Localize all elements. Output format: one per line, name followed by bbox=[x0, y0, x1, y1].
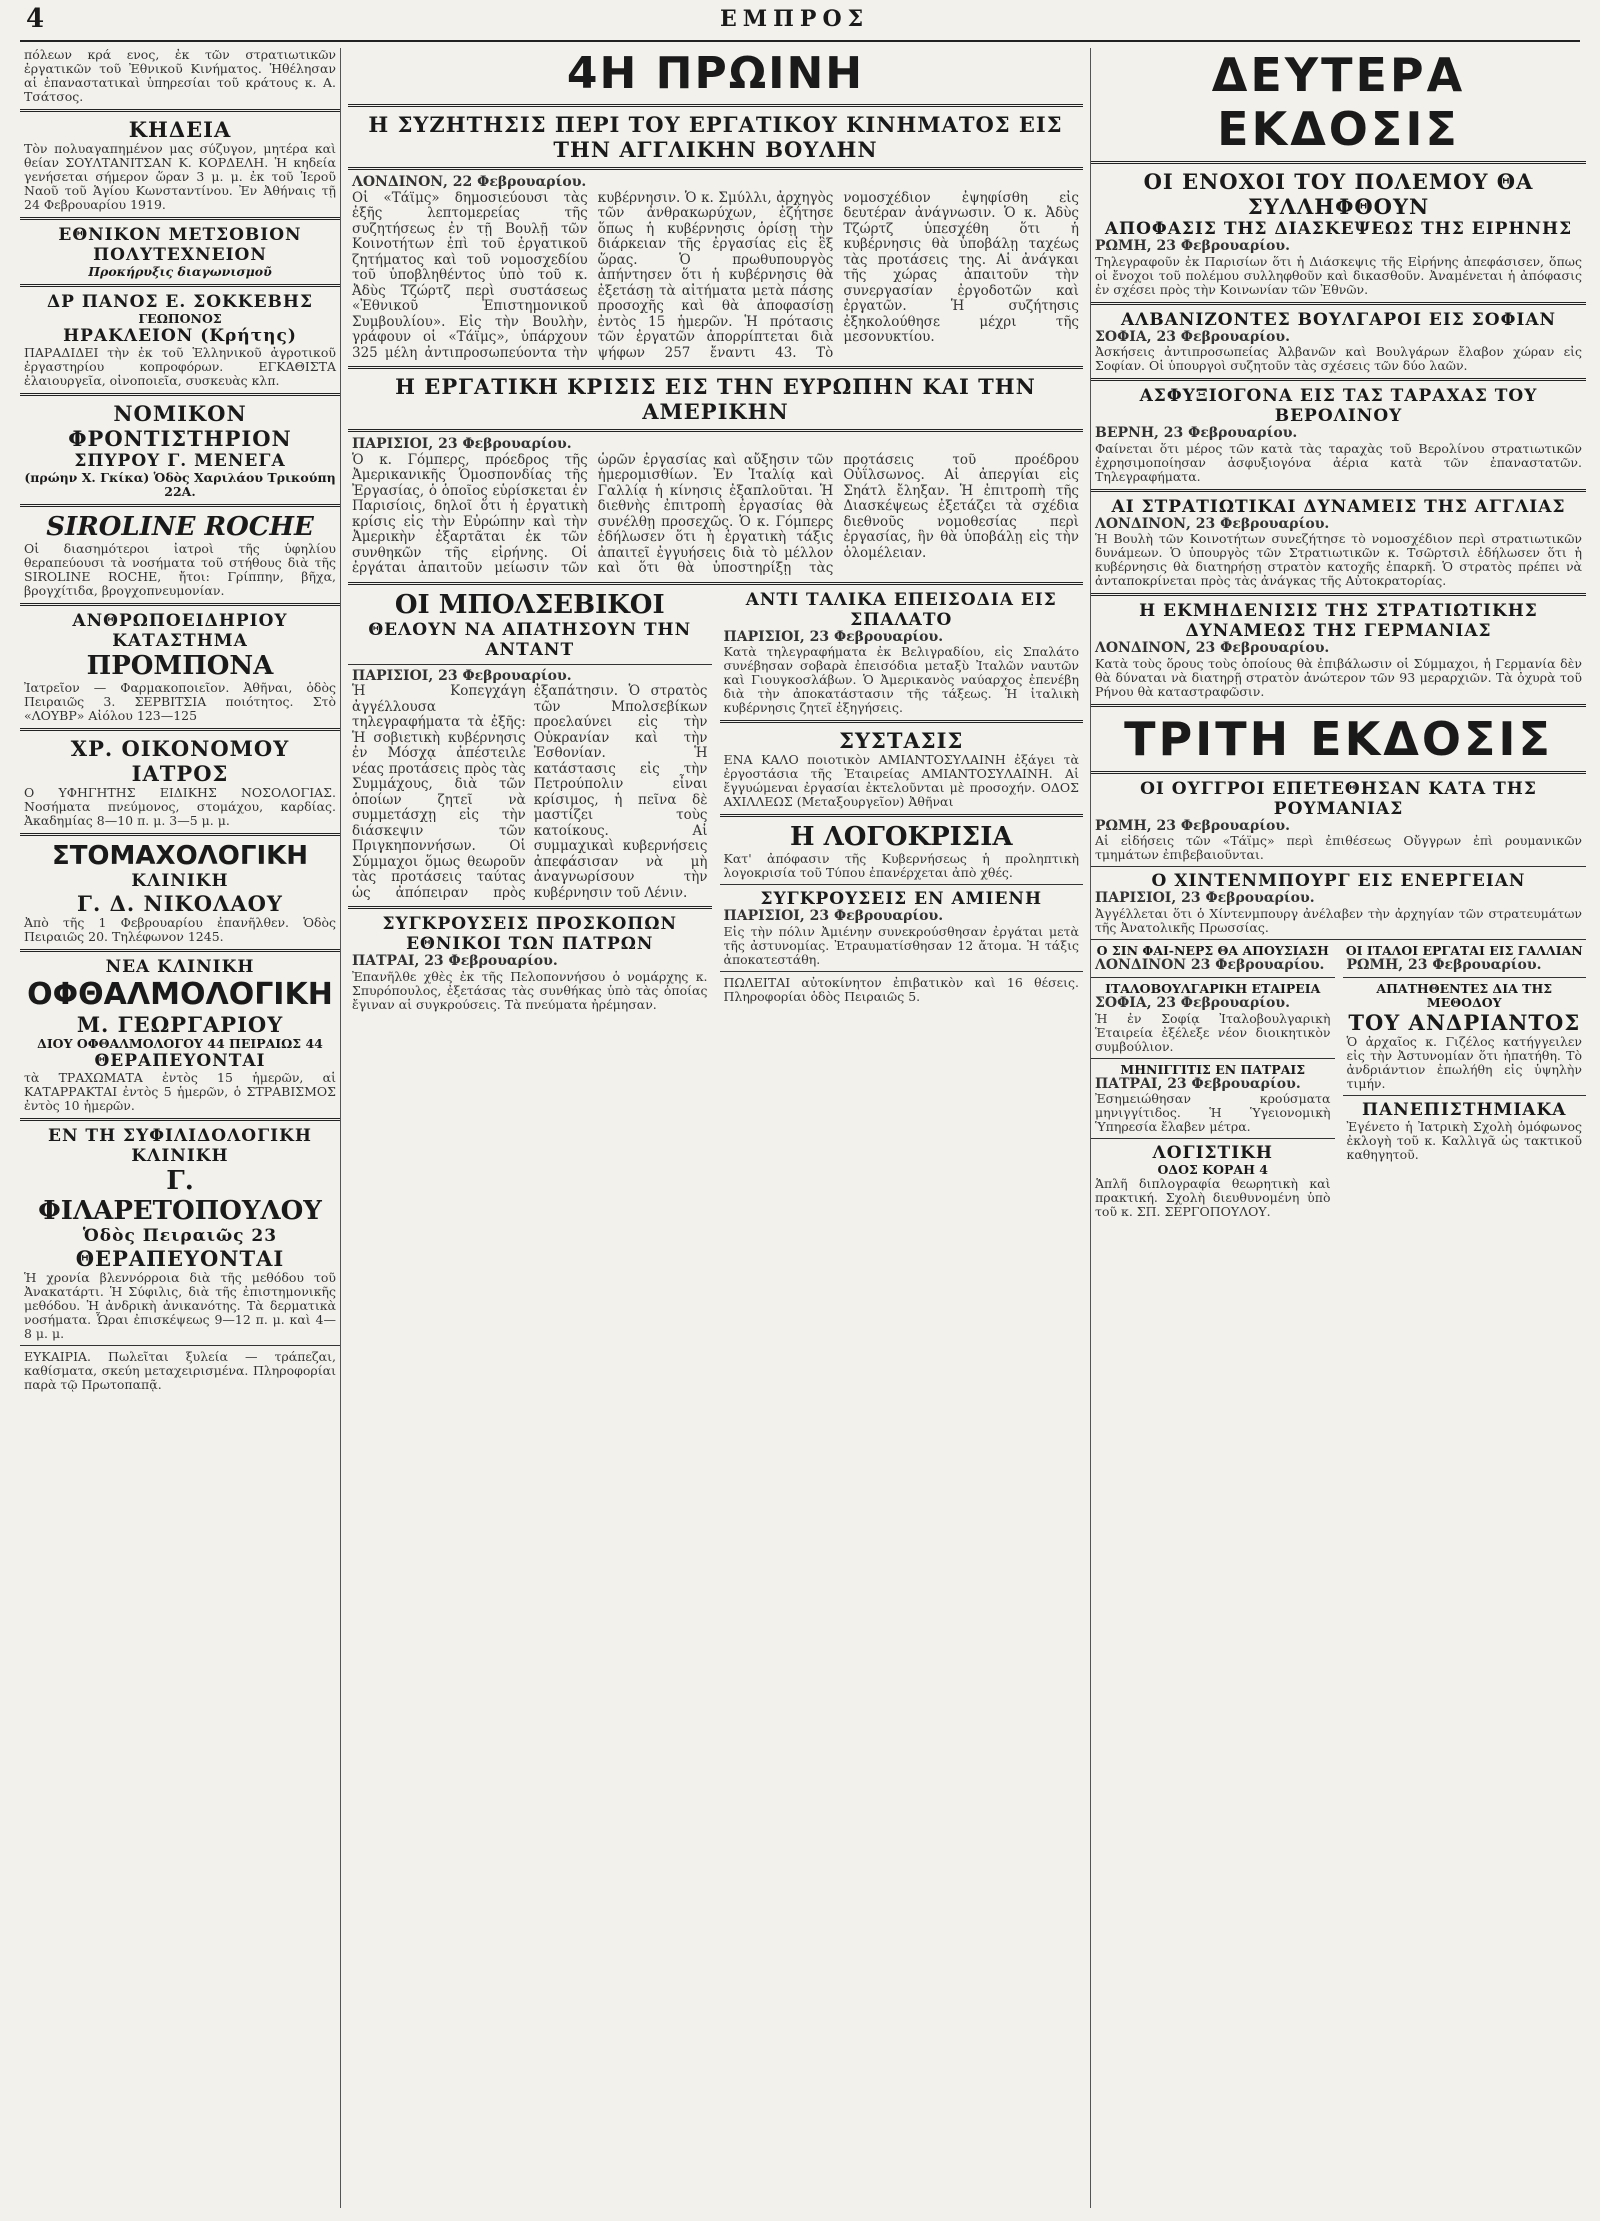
b7-dateline: ΠΑΤΡΑΙ, 23 Φεβρουαρίου. bbox=[1095, 1075, 1301, 1092]
a4-dateline: ΛΟΝΔΙΝΟΝ, 23 Φεβρουαρίου. bbox=[1095, 515, 1330, 532]
doctor-city: ΗΡΑΚΛΕΙΟΝ (Κρήτης) bbox=[63, 326, 297, 346]
a1-title: ΟΙ ΕΝΟΧΟΙ ΤΟΥ ΠΟΛΕΜΟΥ ΘΑ ΣΥΛΛΗΦΘΟΥΝ bbox=[1143, 169, 1534, 219]
b2-dateline: ΠΑΡΙΣΙΟΙ, 23 Φεβρουαρίου. bbox=[1095, 890, 1315, 906]
stomach-name: Γ. Δ. ΝΙΚΟΛΑΟΥ bbox=[77, 891, 283, 916]
b4-dateline: ΡΩΜΗ, 23 Φεβρουαρίου. bbox=[1346, 956, 1542, 973]
article4-title: ΣΥΓΚΡΟΥΣΕΙΣ ΠΡΟΣΚΟΠΩΝ ΕΘΝΙΚΟΙ ΤΩΝ ΠΑΤΡΩΝ bbox=[382, 914, 678, 954]
b3-title: Ο ΣΙΝ ΦΑΙ-ΝΕΡΣ ΘΑ ΑΠΟΥΣΙΑΣΗ bbox=[1096, 942, 1329, 958]
b2-text: Ἀγγέλλεται ὅτι ὁ Χίντενμπουργ ἀνέλαβεν τὴν ἀρχηγίαν τῶν στρατευμάτων τῆς Ἀνατολικῆς Πρωσσίας. bbox=[1095, 905, 1582, 935]
b5-title: ΙΤΑΛΟΒΟΥΛΓΑΡΙΚΗ ΕΤΑΙΡΕΙΑ bbox=[1105, 981, 1321, 996]
legal-addr: (πρώην Χ. Γκίκα) Ὁδὸς Χαριλάου Τρικούπη 22Α. bbox=[24, 470, 336, 499]
col5-lower bbox=[1091, 944, 1586, 1220]
b6-name: ΤΟΥ ΑΝΔΡΙΑΝΤΟΣ bbox=[1348, 1010, 1581, 1035]
b7-title: ΜΗΝΙΓΓΙΤΙΣ ΕΝ ΠΑΤΡΑΙΣ bbox=[1120, 1061, 1306, 1077]
lower-articles bbox=[348, 590, 1083, 1012]
b6-title: ΑΠΑΤΗΘΕΝΤΕΣ ΔΙΑ ΤΗΣ ΜΕΘΟΔΟΥ bbox=[1376, 981, 1553, 1010]
a5-dateline: ΛΟΝΔΙΝΟΝ, 23 Φεβρουαρίου. bbox=[1095, 640, 1330, 656]
b9-addr: ΟΔΟΣ ΚΟΡΑΗ 4 bbox=[1157, 1162, 1268, 1177]
a4-text: Ἡ Βουλὴ τῶν Κοινοτήτων συνεζήτησε τὸ νομοσχέδιον περὶ στρατιωτικῶν δυνάμεων. Ὁ ὑπουργὸς τῶν Στρατιωτικῶν κ. Τσῶρτσιλ ἐδήλωσεν ὅτι ἡ κυβέρνησις θὰ διατηρήσῃ στρατὸν κατοχῆς ἐπαρκῆ. Ὁ στρατὸς πρέπει νὰ ἀνταποκρίνεται πρὸς τὰς ἀνάγκας τῆς Αὐτοκρατορίας. bbox=[1095, 531, 1582, 588]
syph-title: ΕΝ ΤΗ ΣΥΦΙΛΙΔΟΛΟΓΙΚΗ ΚΛΙΝΙΚΗ bbox=[48, 1126, 312, 1166]
legal-sub: ΣΠΥΡΟΥ Γ. ΜΕΝΕΓΑ bbox=[74, 451, 286, 471]
stomach-sub: ΚΛΙΝΙΚΗ bbox=[131, 871, 229, 891]
syph-text: Ἡ χρονία βλεννόρροια διὰ τῆς μεθόδου τοῦ Ἀνακατάρτι. Ἡ Σύφιλις, διὰ τῆς ἐπιστημονικῆς μεθόδου. Ἡ ἀνδρικὴ ἀνικανότης. Τὰ δερματικὰ νοσήματα. Ὧραι ἐπισκέψεως 9—12 π. μ. καὶ 4—8 μ. μ. bbox=[24, 1270, 336, 1341]
syph-sub: ΘΕΡΑΠΕΥΟΝΤΑΙ bbox=[75, 1246, 285, 1271]
stomach-title: ΣΤΟΜΑΧΟΛΟΓΙΚΗ bbox=[51, 841, 309, 871]
b1-title: ΟΙ ΟΥΓΓΡΟΙ ΕΠΕΤΕΘΗΣΑΝ ΚΑΤΑ ΤΗΣ ΡΟΥΜΑΝΙΑΣ bbox=[1140, 778, 1537, 819]
b2-title: Ο ΧΙΝΤΕΝΜΠΟΥΡΓ ΕΙΣ ΕΝΕΡΓΕΙΑΝ bbox=[1151, 871, 1526, 891]
b4-title: ΟΙ ΙΤΑΛΟΙ ΕΡΓΑΤΑΙ ΕΙΣ ΓΑΛΛΙΑΝ bbox=[1345, 942, 1583, 958]
b8-title: ΠΑΝΕΠΙΣΤΗΜΙΑΚΑ bbox=[1362, 1100, 1567, 1120]
school-title: ΕΘΝΙΚΟΝ ΜΕΤΣΟΒΙΟΝ ΠΟΛΥΤΕΧΝΕΙΟΝ bbox=[58, 225, 302, 265]
article5-title: ΑΝΤΙ ΤΑΛΙΚΑ ΕΠΕΙΣΟΔΙΑ ΕΙΣ ΣΠΑΛΑΤΟ bbox=[745, 589, 1057, 630]
a2-title: ΑΛΒΑΝΙΖΟΝΤΕΣ ΒΟΥΛΓΑΡΟΙ ΕΙΣ ΣΟΦΙΑΝ bbox=[1120, 309, 1557, 330]
article3-dateline: ΠΑΡΙΣΙΟΙ, 23 Φεβρουαρίου. bbox=[352, 667, 572, 684]
article8-dateline: ΠΑΡΙΣΙΟΙ, 23 Φεβρουαρίου. bbox=[723, 908, 944, 924]
oikonomou-text: Ο ΥΦΗΓΗΤΗΣ ΕΙΔΙΚΗΣ ΝΟΣΟΛΟΓΙΑΣ. Νοσήματα πνεύμονος, στομάχου, καρδίας. Ἀκαδημίας 8—10 π. μ. 3—5 μ. μ. bbox=[24, 785, 336, 828]
edition-title: 4Η ΠΡΩΙΝΗ bbox=[566, 48, 865, 99]
b1-text: Αἱ εἰδήσεις τῶν «Τάϊμς» περὶ ἐπιθέσεως Οὔγγρων ἐπὶ ρουμανικῶν τμημάτων ἐπιβεβαιοῦνται. bbox=[1095, 833, 1582, 862]
eye-addr: ΔΙΟΥ ΟΦΘΑΛΜΟΛΟΓΟΥ 44 ΠΕΙΡΑΙΩΣ 44 bbox=[37, 1036, 323, 1051]
siroline-text: Οἱ διασημότεροι ἰατροὶ τῆς ὑφηλίου θεραπεύουσι τὰ νοσήματα τοῦ στήθους διὰ τῆς SIROLINE ROCHE, ἤτοι: Γρίππην, βῆχα, βρογχίτιδα, βρογχοπνευμονίαν. bbox=[24, 541, 336, 598]
eye-name: Μ. ΓΕΩΡΓΑΡΙΟΥ bbox=[76, 1012, 284, 1037]
eye-title: ΟΦΘΑΛΜΟΛΟΓΙΚΗ bbox=[27, 977, 333, 1012]
a3-text: Φαίνεται ὅτι μέρος τῶν κατὰ τὰς ταραχὰς τοῦ Βερολίνου στρατιωτικῶν ἐχρησιμοποίησαν ἀσφυξιογόνα ἀέρια κατὰ τῶν ἐπαναστατῶν. Τηλεγραφήματα. bbox=[1095, 440, 1582, 484]
doctor-sub: ΓΕΩΠΟΝΟΣ bbox=[138, 311, 222, 326]
article6-text: ΕΝΑ ΚΑΛΟ ποιοτικὸν ΑΜΙΑΝΤΟΣΥΛΑΙΝΗ ἐξάγει τὰ ἐργοστάσια τῆς Ἑταιρείας ΑΜΙΑΝΤΟΣΥΛΑΙΝΗ. Αἱ ἔγγυώμεναι ἐργασίαι ἐκτελοῦνται μὲ προσοχήν. ΟΔΟΣ ΑΧΙΛΛΕΩΣ (Μεταξουργεῖον) Ἀθῆναι bbox=[723, 752, 1079, 809]
newspaper-name: ΕΜΠΡΟΣ bbox=[720, 6, 870, 32]
b9-text: Ἁπλῆ διπλογραφία θεωρητικὴ καὶ πρακτική. Σχολὴ διευθυνομένη ὑπὸ τοῦ κ. ΣΠ. ΣΕΡΓΟΠΟΥΛΟΥ. bbox=[1095, 1176, 1331, 1219]
article3-title: ΟΙ ΜΠΟΛΣΕΒΙΚΟΙ bbox=[394, 589, 665, 620]
syph-addr: Ὁδὸς Πειραιῶς 23 bbox=[82, 1226, 278, 1246]
b9-title: ΛΟΓΙΣΤΙΚΗ bbox=[1152, 1143, 1273, 1163]
syph-name: Γ. ΦΙΛΑΡΕΤΟΠΟΥΛΟΥ bbox=[38, 1166, 322, 1226]
article8-text: Εἰς τὴν πόλιν Ἀμιένην συνεκρούσθησαν ἐργάται μετὰ τῆς ἀστυνομίας. Ἐτραυματίσθησαν 12 ἄτομα. Ἡ τάξις ἀποκατεστάθη. bbox=[723, 923, 1079, 967]
article1-dateline: ΛΟΝΔΙΝΟΝ, 22 Φεβρουαρίου. bbox=[352, 174, 587, 190]
b3-dateline: ΛΟΝΔΙΝΟΝ 23 Φεβρουαρίου. bbox=[1095, 956, 1325, 973]
legal-title: ΝΟΜΙΚΟΝ ΦΡΟΝΤΙΣΤΗΡΙΟΝ bbox=[68, 401, 292, 451]
a1-text: Τηλεγραφοῦν ἐκ Παρισίων ὅτι ἡ Διάσκεψις τῆς Εἰρήνης ἀπεφάσισεν, ὅπως οἱ ἔνοχοι τοῦ πολέμου συλληφθοῦν καὶ δικασθοῦν. Ἀναμένεται ἡ ἀπόφασις ἐν σχέσει πρὸς τὴν Κοινωνίαν τῶν Ἐθνῶν. bbox=[1095, 253, 1582, 297]
kedeia-title: ΚΗΔΕΙΑ bbox=[128, 117, 232, 142]
stomach-text: Ἀπὸ τῆς 1 Φεβρουαρίου ἐπανῆλθεν. Ὁδὸς Πειραιῶς 20. Τηλέφωνον 1245. bbox=[24, 915, 336, 944]
article3-text: Ἡ Κοπεγχάγη ἀγγέλλουσα τηλεγραφήματα τὰ ἐξῆς: Ἡ σοβιετικὴ κυβέρνησις ἐν Μόσχᾳ ἀπέστειλε νέας προτάσεις πρὸς τὰς Συμμάχους, διὰ τῶν ὁποίων ζητεῖ νὰ συμμετάσχῃ εἰς τὴν διάσκεψιν τῶν Πριγκηποννήσων. Οἱ Σύμμαχοι ὅμως θεωροῦν τὰς προτάσεις ταύτας ὡς ἀπόπειραν πρὸς ἐξαπάτησιν. Ὁ στρατὸς τῶν Μπολσεβίκων προελαύνει εἰς τὴν Οὐκρανίαν καὶ τὴν Ἐσθονίαν. Ἡ κατάστασις εἰς τὴν Πετρούπολιν εἶναι κρίσιμος, ἡ πεῖνα δὲ μαστίζει τοὺς κατοίκους. Αἱ συμμαχικαὶ κυβερνήσεις ἀπεφάσισαν νὰ μὴ ἀναγνωρίσουν τὴν κυβέρνησιν τοῦ Λένιν. bbox=[352, 683, 708, 901]
a1-sub: ΑΠΟΦΑΣΙΣ ΤΗΣ ΔΙΑΣΚΕΨΕΩΣ ΤΗΣ ΕΙΡΗΝΗΣ bbox=[1104, 219, 1573, 239]
article1-title: Η ΣΥΖΗΤΗΣΙΣ ΠΕΡΙ ΤΟΥ ΕΡΓΑΤΙΚΟΥ ΚΙΝΗΜΑΤΟΣ ΕΙΣ ΤΗΝ ΑΓΓΛΙΚΗΝ ΒΟΥΛΗΝ bbox=[368, 112, 1063, 162]
masthead bbox=[20, 0, 1580, 42]
column-ads bbox=[20, 48, 341, 2208]
kedeia-text: Τὸν πολυαγαπημένον μας σύζυγον, μητέρα καὶ θείαν ΣΟΥΛΤΑΝΙΤΣΑΝ Κ. ΚΟΡΔΕΛΗ. Ἡ κηδεία γενήσεται σήμερον ὥραν 3 μ. μ. ἐκ τοῦ Ἱεροῦ Ναοῦ τοῦ Ἁγίου Κωνσταντίνου. Ἐν Ἀθήναις τῇ 24 Φεβρουαρίου 1919. bbox=[24, 141, 336, 212]
bottom-text: ΕΥΚΑΙΡΙΑ. Πωλεῖται ξυλεία — τράπεζαι, καθίσματα, σκεύη μεταχειρισμένα. Πληροφορίαι παρὰ τῷ Πρωτοπαπᾷ. bbox=[24, 1349, 336, 1392]
edition2-title: ΔΕΥΤΕΡΑ ΕΚΔΟΣΙΣ bbox=[1211, 48, 1466, 156]
article1-text: Οἱ «Τάϊμς» δημοσιεύουσι τὰς ἐξῆς λεπτομερείας τῆς συζητήσεως ἐν τῇ Βουλῇ τῶν Κοινοτήτων ἐπὶ τοῦ ἐργατικοῦ ζητήματος καὶ τοῦ νομοσχεδίου τοῦ ὑποβληθέντος ὑπὸ τοῦ κ. Ἀδὺς Τζώρτζ περὶ συστάσεως «Ἐθνικοῦ Ἐπιστημονικοῦ Συμβουλίου». Εἰς τὴν Βουλὴν, γράφουν οἱ «Τάϊμς», ὑπάρχουν 325 μέλη ἀντιπροσωπεύοντα τὴν κυβέρνησιν. Ὁ κ. Σμύλλι, ἀρχηγὸς τῶν ἀνθρακωρύχων, ἐζήτησε ὅπως ἡ κυβέρνησις ὁρίσῃ τὴν διάρκειαν τῆς ἐργασίας εἰς ἓξ ὥρας. Ὁ πρωθυπουργὸς ἀπήντησεν ὅτι ἡ κυβέρνησις θὰ ἐξετάσῃ τὰ αἰτήματα μετὰ πάσης προσοχῆς καὶ θὰ ἀποφασίσῃ ἐντὸς 15 ἡμερῶν. Ἡ πρότασις τῶν ἐργατῶν ἀπορρίπτεται διὰ ψήφων 257 ἔναντι 43. Τὸ νομοσχέδιον ἐψηφίσθη εἰς δευτέραν ἀνάγνωσιν. Ὁ κ. Ἀδὺς Τζώρτζ ὑπεσχέθη ὅτι ἡ κυβέρνησις θὰ ὑποβάλῃ ταχέως τὰς προτάσεις της. Αἱ ἀνάγκαι τῆς χώρας ἀπαιτοῦν τὴν συνεργασίαν ἐργοδοτῶν καὶ ἐργατῶν. Ἡ συζήτησις ἐξηκολούθησε μέχρι τῆς μεσονυκτίου. bbox=[352, 189, 1079, 361]
eye-sub: ΘΕΡΑΠΕΥΟΝΤΑΙ bbox=[94, 1051, 266, 1071]
prompona-name: ΠΡΟΜΠΟΝΑ bbox=[86, 651, 274, 681]
a1-dateline: ΡΩΜΗ, 23 Φεβρουαρίου. bbox=[1095, 238, 1290, 254]
doctor-title: ΔΡ ΠΑΝΟΣ Ε. ΣΟΚΚΕΒΗΣ bbox=[46, 292, 313, 312]
school-sub: Προκήρυξις διαγωνισμοῦ bbox=[88, 264, 272, 279]
article6-title: ΣΥΣΤΑΣΙΣ bbox=[839, 728, 964, 753]
article5-dateline: ΠΑΡΙΣΙΟΙ, 23 Φεβρουαρίου. bbox=[723, 628, 944, 645]
article2-dateline: ΠΑΡΙΣΙΟΙ, 23 Φεβρουαρίου. bbox=[352, 436, 572, 452]
article7-text: Κατ' ἀπόφασιν τῆς Κυβερνήσεως ἡ προληπτικὴ λογοκρισία τοῦ Τύπου ἐπανέρχεται ἀπὸ χθές. bbox=[723, 851, 1079, 880]
article3-sub: ΘΕΛΟΥΝ ΝΑ ΑΠΑΤΗΣΟΥΝ ΤΗΝ ΑΝΤΑΝΤ bbox=[368, 619, 692, 660]
a5-text: Κατὰ τοὺς ὅρους τοὺς ὁποίους θὰ ἐπιβάλωσιν οἱ Σύμμαχοι, ἡ Γερμανία δὲν θὰ δύναται νὰ διατηρῇ στρατὸν ἀνώτερον τῶν 93 μεραρχιῶν. Τὰ ὀχυρὰ τοῦ Ρήνου θὰ καταστραφῶσιν. bbox=[1095, 655, 1582, 699]
eye-text: τὰ ΤΡΑΧΩΜΑΤΑ ἐντὸς 15 ἡμερῶν, αἱ ΚΑΤΑΡΡΑΚΤΑΙ ἐντὸς 5 ἡμερῶν, ὁ ΣΤΡΑΒΙΣΜΟΣ ἐντὸς 10 ἡμερῶν. bbox=[24, 1070, 336, 1113]
column-editions bbox=[1090, 48, 1586, 2208]
oikonomou-title: ΧΡ. ΟΙΚΟΝΟΜΟΥ ΙΑΤΡΟΣ bbox=[70, 736, 290, 786]
page-number: 4 bbox=[26, 4, 45, 34]
article4-text: Ἐπανῆλθε χθὲς ἐκ τῆς Πελοποννήσου ὁ νομάρχης κ. Σπυρόπουλος, ἐξετάσας τὰς συνθήκας ὑπὸ τὰς ὁποίας ἔγιναν αἱ συγκρούσεις. Τὰ πνεύματα ἠρέμησαν. bbox=[352, 968, 708, 1012]
b7-text: Ἐσημειώθησαν κρούσματα μηνιγγίτιδος. Ἡ Ὑγειονομικὴ Ὑπηρεσία ἔλαβεν μέτρα. bbox=[1095, 1091, 1331, 1134]
siroline-title: SIROLINE ROCHE bbox=[46, 512, 314, 542]
a3-dateline: ΒΕΡΝΗ, 23 Φεβρουαρίου. bbox=[1095, 425, 1298, 441]
prompona-text: Ἰατρεῖον — Φαρμακοποιεῖον. Ἀθῆναι, ὁδὸς Πειραιῶς 3. ΣΕΡΒΙΤΣΙΑ ποιότητος. Στὸ «ΛΟΥΒΡ» Αἰόλου 123—125 bbox=[24, 680, 336, 723]
article2-title: Η ΕΡΓΑΤΙΚΗ ΚΡΙΣΙΣ ΕΙΣ ΤΗΝ ΕΥΡΩΠΗΝ ΚΑΙ ΤΗΝ ΑΜΕΡΙΚΗΝ bbox=[395, 374, 1036, 424]
b6-text: Ὁ ἀρχαῖος κ. Γιζέλος κατήγγειλεν εἰς τὴν Ἀστυνομίαν ὅτι ἠπατήθη. Τὸ ἀνδριάντιον ἐπωλήθη εἰς ὑψηλὴν τιμήν. bbox=[1346, 1034, 1582, 1091]
article9-text: ΠΩΛΕΙΤΑΙ αὐτοκίνητον ἐπιβατικὸν καὶ 16 θέσεις. Πληροφορίαι ὁδὸς Πειραιῶς 5. bbox=[723, 974, 1079, 1004]
column-main bbox=[348, 48, 1083, 1012]
a2-text: Ἀσκήσεις ἀντιπροσωπείας Ἀλβανῶν καὶ Βουλγάρων ἔλαβον χώραν εἰς Σοφίαν. Οἱ ὑπουργοὶ συζητοῦν τὰς σχέσεις τῶν δύο λαῶν. bbox=[1095, 344, 1582, 373]
a3-title: ΑΣΦΥΞΙΟΓΟΝΑ ΕΙΣ ΤΑΣ ΤΑΡΑΧΑΣ ΤΟΥ ΒΕΡΟΛΙΝΟΥ bbox=[1139, 386, 1538, 426]
article5-text: Κατὰ τηλεγραφήματα ἐκ Βελιγραδίου, εἰς Σπαλάτο συνέβησαν σοβαρὰ ἐπεισόδια μεταξὺ Ἰταλῶν ναυτῶν καὶ Γιουγκοσλάβων. Ὁ Ἀμερικανὸς ναύαρχος ἐπενέβη διὰ τὴν ἀποκατάστασιν τῆς τάξεως. Ἡ ἰταλικὴ κυβέρνησις ζητεῖ ἐξηγήσεις. bbox=[723, 644, 1079, 715]
b8-text: Ἐγένετο ἡ Ἰατρικὴ Σχολὴ ὁμόφωνος ἐκλογὴ τοῦ κ. Καλλιγᾶ ὡς τακτικοῦ καθηγητοῦ. bbox=[1346, 1119, 1582, 1162]
b5-dateline: ΣΟΦΙΑ, 23 Φεβρουαρίου. bbox=[1095, 995, 1290, 1011]
top-text: πόλεων κρά ενος, ἐκ τῶν στρατιωτικῶν ἐργατικῶν τοῦ Ἐθνικοῦ Κινήματος. Ἡθέλησαν αἱ ἐπαναστατικαὶ ὑπηρεσίαι τοῦ κράτους κ. Α. Τσάτσος. bbox=[24, 48, 336, 104]
article7-title: Η ΛΟΓΟΚΡΙΣΙΑ bbox=[789, 822, 1013, 852]
a4-title: ΑΙ ΣΤΡΑΤΙΩΤΙΚΑΙ ΔΥΝΑΜΕΙΣ ΤΗΣ ΑΓΓΛΙΑΣ bbox=[1111, 496, 1566, 517]
a5-title: Η ΕΚΜΗΔΕΝΙΣΙΣ ΤΗΣ ΣΤΡΑΤΙΩΤΙΚΗΣ ΔΥΝΑΜΕΩΣ ΤΗΣ ΓΕΡΜΑΝΙΑΣ bbox=[1139, 601, 1538, 641]
a2-dateline: ΣΟΦΙΑ, 23 Φεβρουαρίου. bbox=[1095, 328, 1290, 345]
article2-text: Ὁ κ. Γόμπερς, πρόεδρος τῆς Ἀμερικανικῆς Ὁμοσπονδίας τῆς Ἐργασίας, ὁ ὁποῖος εὑρίσκεται ἐν Παρισίοις, δηλοῖ ὅτι ἡ ἐργατικὴ κρίσις εἰς τὴν Εὐρώπην καὶ τὴν Ἀμερικὴν ἐξαρτᾶται ἐκ τῶν συνθηκῶν τῆς εἰρήνης. Οἱ ἐργάται ἀπαιτοῦν μείωσιν τῶν ὡρῶν ἐργασίας καὶ αὔξησιν τῶν ἡμερομισθίων. Ἐν Ἰταλίᾳ καὶ Γαλλίᾳ ἡ κίνησις ἐξαπλοῦται. Ἡ διεθνὴς ἐπιτροπὴ ἐργασίας θὰ συνέλθῃ προσεχῶς. Ὁ κ. Γόμπερς ἐδήλωσεν ὅτι ἡ ἐργατικὴ τάξις ἀπαιτεῖ ἐγγυήσεις διὰ τὸ μέλλον καὶ ὅτι θὰ ὑποστηρίξῃ τὰς προτάσεις τοῦ προέδρου Οὐΐλσωνος. Αἱ ἀπεργίαι εἰς Σηάτλ ἔληξαν. Ἡ ἐπιτροπὴ τῆς Διασκέψεως ἐξετάζει τὰ σχέδια διεθνοῦς νομοθεσίας περὶ ἐργασίας, ἣν θὰ ὑποβάλῃ εἰς τὴν ὁλομέλειαν. bbox=[352, 451, 1079, 576]
b1-dateline: ΡΩΜΗ, 23 Φεβρουαρίου. bbox=[1095, 817, 1290, 834]
b5-text: Ἡ ἐν Σοφίᾳ Ἰταλοβουλγαρικὴ Ἑταιρεία ἐξέλεξε νέον διοικητικὸν συμβούλιον. bbox=[1095, 1010, 1331, 1054]
eye-pre: ΝΕΑ ΚΛΙΝΙΚΗ bbox=[105, 957, 255, 977]
edition3-title: ΤΡΙΤΗ ΕΚΔΟΣΙΣ bbox=[1124, 711, 1553, 766]
prompona-title: ΑΝΘΡΩΠΟΕΙΔΗΡΙΟΥ ΚΑΤΑΣΤΗΜΑ bbox=[72, 611, 288, 651]
doctor-text: ΠΑΡΑΔΙΔΕΙ τὴν ἐκ τοῦ Ἑλληνικοῦ ἀγροτικοῦ ἐργαστηρίου κοπροφόρων. ΕΓΚΑΘΙΣΤΑ ἐλαιουργεῖα, οἰνοποιεῖα, συσκευὰς κλπ. bbox=[24, 345, 336, 388]
article8-title: ΣΥΓΚΡΟΥΣΕΙΣ ΕΝ ΑΜΙΕΝΗ bbox=[760, 889, 1043, 909]
article4-dateline: ΠΑΤΡΑΙ, 23 Φεβρουαρίου. bbox=[352, 953, 558, 969]
